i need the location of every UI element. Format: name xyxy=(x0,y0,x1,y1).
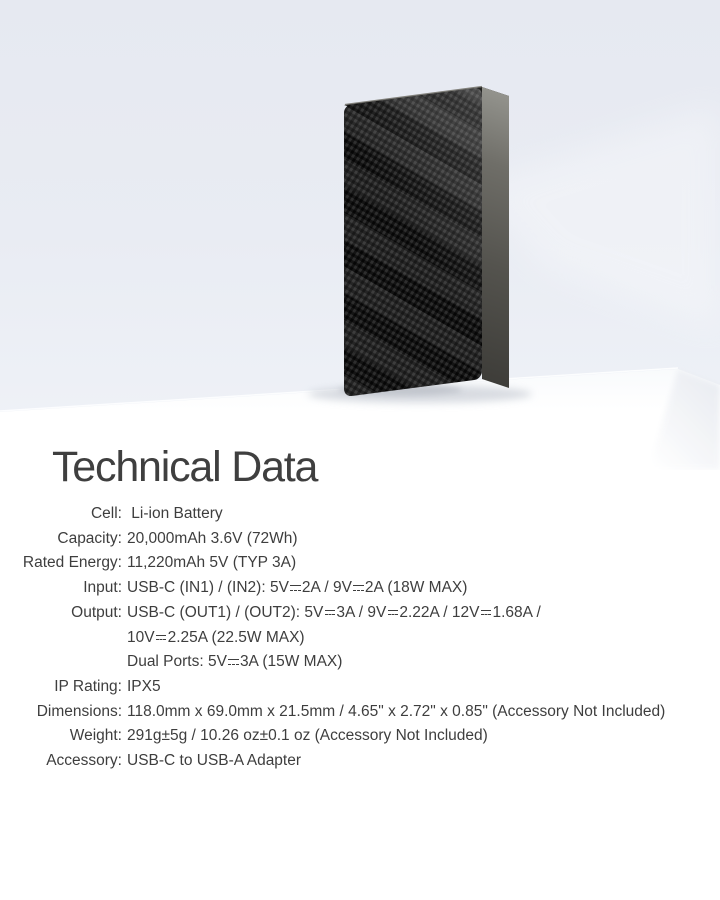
spec-row xyxy=(0,551,720,576)
spec-value xyxy=(127,551,720,576)
spec-row xyxy=(0,749,720,774)
spec-row xyxy=(0,724,720,749)
spec-value-line: Dual Ports: 5V 3A (15W MAX) xyxy=(127,653,343,671)
spec-value-line: USB-C (IN1) / (IN2): 5V 2A / 9V 2A (18W MAX) xyxy=(127,579,468,597)
spec-label: Output: xyxy=(71,603,122,621)
spec-value xyxy=(127,724,720,749)
spec-label: Dimensions: xyxy=(36,702,122,720)
dc-symbol xyxy=(353,585,364,591)
dc-symbol xyxy=(156,635,167,641)
spec-value xyxy=(127,601,720,675)
device-side-face xyxy=(482,87,509,388)
spec-row xyxy=(0,576,720,601)
spec-value-line: USB-C to USB-A Adapter xyxy=(127,752,302,770)
spec-list xyxy=(0,502,720,774)
spec-row xyxy=(0,675,720,700)
spec-value xyxy=(127,749,720,774)
dc-symbol xyxy=(290,585,301,591)
spec-value-line: IPX5 xyxy=(127,677,161,695)
spec-value xyxy=(127,527,720,552)
device-front-highlight xyxy=(344,87,482,397)
spec-label: Input: xyxy=(83,579,122,597)
spec-label: Weight: xyxy=(69,727,122,745)
spec-value-line: 10V 2.25A (22.5W MAX) xyxy=(127,628,305,646)
spec-value-line: 291g±5g / 10.26 oz±0.1 oz (Accessory Not Included) xyxy=(127,727,488,745)
spec-label: IP Rating: xyxy=(54,677,122,695)
spec-value-line: 11,220mAh 5V (TYP 3A) xyxy=(127,554,297,572)
spec-value xyxy=(127,700,720,725)
spec-label: Cell: xyxy=(90,505,122,522)
spec-value xyxy=(127,576,720,601)
spec-value xyxy=(127,502,720,527)
technical-data-section xyxy=(0,444,720,774)
section-title: Technical Data xyxy=(52,443,318,491)
spec-label: Capacity: xyxy=(57,529,122,547)
dc-symbol xyxy=(388,610,399,616)
spec-value-line: 118.0mm x 69.0mm x 21.5mm / 4.65" x 2.72" x 0.85" (Accessory Not Included) xyxy=(127,702,666,720)
spec-value-line: 20,000mAh 3.6V (72Wh) xyxy=(127,529,298,547)
spec-label: Accessory: xyxy=(46,752,122,770)
spec-label: Rated Energy: xyxy=(22,554,122,572)
spec-row xyxy=(0,502,720,527)
spec-row xyxy=(0,601,720,675)
spec-row xyxy=(0,527,720,552)
dc-symbol xyxy=(228,659,239,665)
spec-value xyxy=(127,675,720,700)
spec-value-line: USB-C (OUT1) / (OUT2): 5V 3A / 9V 2.22A / 12V 1.68A / xyxy=(127,603,541,621)
dc-symbol xyxy=(481,610,492,616)
spec-value-line: Li-ion Battery xyxy=(127,505,223,522)
dc-symbol xyxy=(325,610,336,616)
spec-row xyxy=(0,700,720,725)
